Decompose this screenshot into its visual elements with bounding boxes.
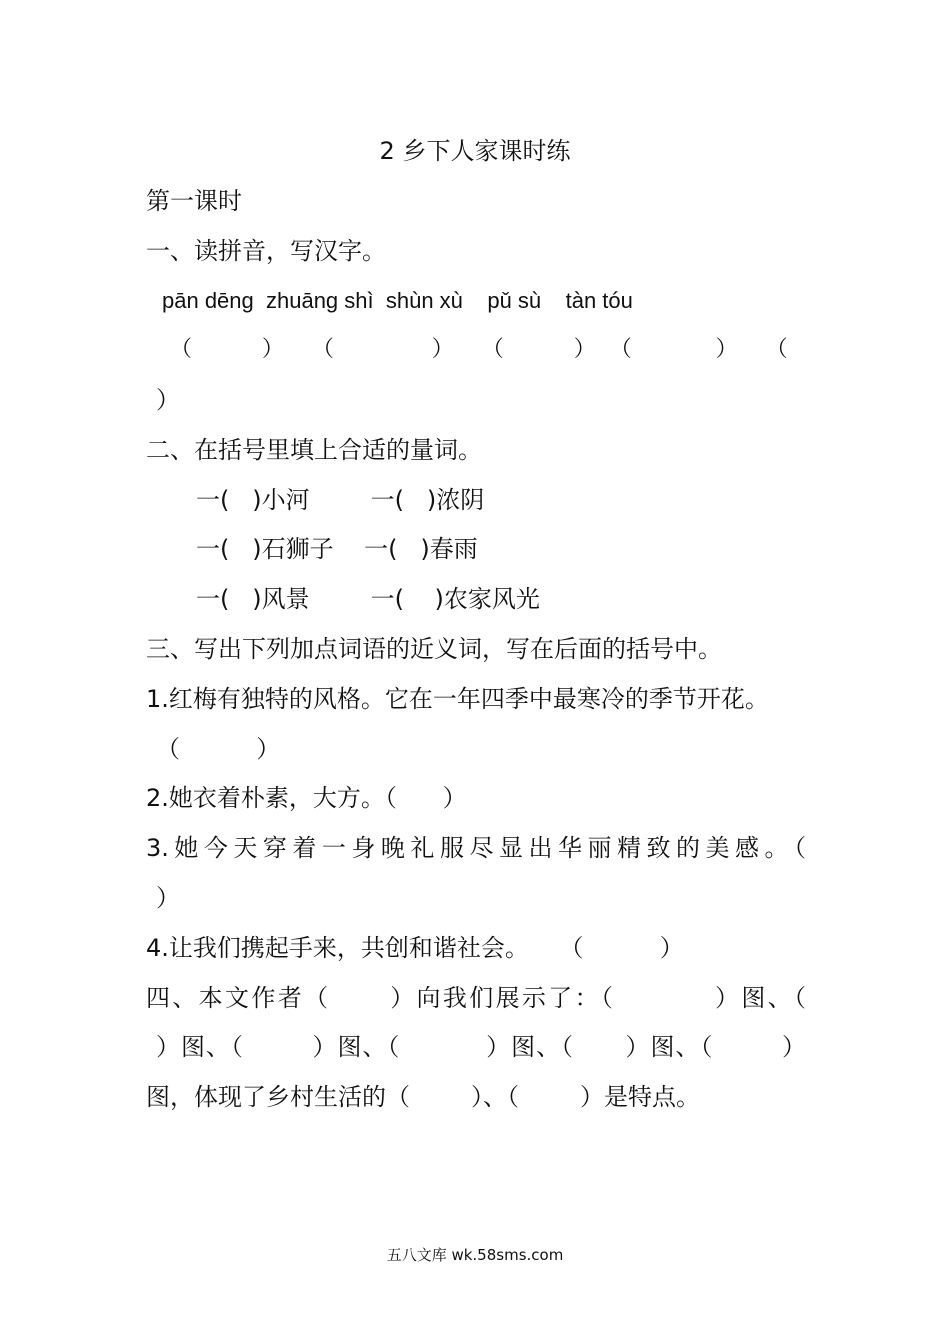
measure-word-row: 一( )小河 一( )浓阴 <box>196 486 485 514</box>
answer-brackets-line: ） <box>156 386 180 414</box>
page-title: 2 乡下人家课时练 <box>379 137 571 165</box>
answer-brackets-line: （ ） （ ） （ ） （ ） （ <box>170 337 788 362</box>
measure-word-row: 一( )风景 一( )农家风光 <box>196 585 540 613</box>
section1-heading: 一、读拼音，写汉字。 <box>146 237 386 265</box>
question-1-blank: （ ） <box>156 735 281 763</box>
section2-heading: 二、在括号里填上合适的量词。 <box>146 436 482 464</box>
footer-watermark: 五八文库 wk.58sms.com <box>386 1246 564 1264</box>
section4-line: 四、本文作者（ ）向我们展示了：（ ）图、（ <box>146 984 806 1012</box>
question-3: 3.她今天穿着一身晚礼服尽显出华丽精致的美感。（ <box>146 834 806 862</box>
section4-line: ）图、（ ）图、（ ）图、（ ）图、（ ） <box>156 1033 806 1061</box>
pinyin-line: pān dēng zhuāng shì shùn xù pǔ sù tàn tóu <box>162 288 633 313</box>
question-2: 2.她衣着朴素，大方。（ ） <box>146 784 467 812</box>
question-1: 1.红梅有独特的风格。它在一年四季中最寒冷的季节开花。 <box>146 685 769 713</box>
question-3-blank: ） <box>156 884 180 912</box>
question-4: 4.让我们携起手来，共创和谐社会。 （ ） <box>146 934 684 962</box>
section4-line: 图，体现了乡村生活的（ ）、（ ）是特点。 <box>146 1083 701 1111</box>
lesson-label: 第一课时 <box>146 187 242 215</box>
section3-heading: 三、写出下列加点词语的近义词，写在后面的括号中。 <box>146 635 722 663</box>
measure-word-row: 一( )石狮子 一( )春雨 <box>196 535 478 563</box>
